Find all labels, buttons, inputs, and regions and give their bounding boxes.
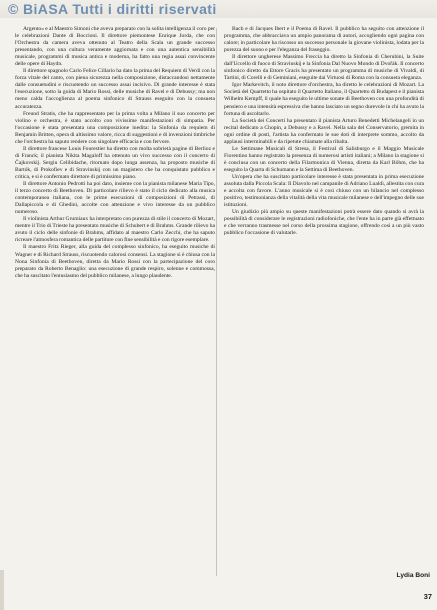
paragraph: Il direttore ungherese Massimo Freccia ha diretto la Sinfonia di Cherubini, la Suite dall'Uccello di fuoco di Stravinskij e la Sinfonia Dal Nuovo Mondo di Dvořák. Il concerto sinfonico diretto da Ettore Gracis ha presentato un programma di musiche di Vivaldi, di Tartini, di Corelli e di Geminiani, eseguite dai Virtuosi di Roma con la consueta eleganza. [224,54,424,82]
author-signature: Lydia Boni [396,572,430,579]
paragraph: Bach e di Jacques Ibert e il Poema di Ravel. Il pubblico ha seguito con attenzione il programma, che abbracciava un ampio panorama di autori, accogliendo ogni pagina con calore; in particolare ha riscosso un successo personale la giovane violinista, lodata per la purezza del suono e per l'eleganza del fraseggio. [224,26,424,54]
paragraph: Il direttore spagnolo Carlo Felice Cillario ha dato la prima del Requiem di Verdi con la forza vitale del canto, con piena sicurezza nella composizione, distaccandosi nettamente dalle consuetudini e riscuotendo un successo assai incisivo. Di grande interesse è stata l'esecuzione, sotto la guida di Mario Rossi, delle musiche di Ravel e di Debussy; ma non meno calda l'accoglienza al poema sinfonico di Strauss eseguito con la consueta accuratezza. [15,68,215,110]
page-number: 37 [423,592,432,601]
watermark-banner: © BiASA Tutti i diritti riservati [0,0,437,18]
paragraph: Igor Markevitch, il noto direttore d'orchestra, ha diretto le celebrazioni di Mozart. La Società del Quartetto ha ospitato il Quartetto Italiano, il Quartetto di Budapest e il pianista Wilhelm Kempff, il quale ha eseguito le ultime sonate di Beethoven con una profondità di pensiero e una intensità espressiva che hanno lasciato un segno durevole in chi ha avuto la fortuna di ascoltarlo. [224,82,424,117]
paragraph: Un'opera che ha suscitato particolare interesse è stata presentata in prima esecuzione assoluta dalla Piccola Scala: Il Diavolo nel campanile di Adriano Lualdi, allestita con cura e accolta con favore. L'anno musicale si è così chiuso con un bilancio nel complesso positivo, testimonianza della vitalità della vita musicale milanese e dell'impegno delle sue istituzioni. [224,173,424,209]
scan-edge-shadow [0,570,4,610]
paragraph: Un giudizio più ampio su queste manifestazioni potrà essere dato quando si avrà la possibilità di considerare le registrazioni radiofoniche, che l'ente ha in parte già effettuato e che verranno trasmesse nel corso della prossima stagione, offrendo così a un più vasto pubblico l'occasione di valutarle. [224,209,424,237]
paragraph: Il violinista Arthur Grumiaux ha interpretato con purezza di stile il concerto di Mozart, mentre il Trio di Trieste ha presentato musiche di Schubert e di Brahms. Grande rilievo ha avuto il ciclo delle sinfonie di Brahms, affidato al maestro Carlo Zecchi, che ha saputo ricreare l'atmosfera romantica delle partiture con fine sensibilità e con rigore esemplare. [15,216,215,244]
paragraph: Le Settimane Musicali di Stresa, il Festival di Salisburgo e il Maggio Musicale Fiorentino hanno registrato la presenza di numerosi artisti italiani; a Milano la stagione si è conclusa con un concerto della Filarmonica di Vienna, diretta da Karl Böhm, che ha eseguito la Quarta di Schumann e la Settima di Beethoven. [224,145,424,173]
paragraph: Argento» e al Maestro Simoni che aveva preparato con la solita intelligenza il coro per le celebrazioni Dante di Boccioni. Il direttore piemontese Enrique Jorda, che con l'Orchestra da camera aveva ottenuto al Teatro della Scala un grande successo presentando, con una cultura veramente aggiornata e con una autentica sensibilità musicale, programmi di musica antica e moderna, ha fatto una regia assai convincente delle opere di Haydn. [15,26,215,68]
paragraph: Il direttore Antonio Pedrotti ha poi dato, insieme con la pianista milanese Maria Tipo, il terzo concerto di Beethoven. Di particolare rilievo è stato il ciclo dedicato alla musica contemporanea italiana, con le prime esecuzioni di composizioni di Petrassi, di Dallapiccola e di Ghedini, accolte con attenzione e vivo interesse da un pubblico numeroso. [15,181,215,216]
paragraph: Il maestro Fritz Rieger, alla guida del complesso sinfonico, ha eseguito musiche di Wagner e di Richard Strauss, riscuotendo calorosi consensi. La stagione si è chiusa con la Nona Sinfonia di Beethoven, diretta da Mario Rossi con la partecipazione del coro preparato da Roberto Benaglio: una esecuzione di grande respiro, solenne e commossa, che ha suscitato l'entusiasmo del pubblico milanese, a lungo plaudente. [15,244,215,279]
magazine-page [6,20,432,606]
right-column [224,26,424,562]
column-divider [216,28,217,576]
left-column [15,26,215,576]
paragraph: Il direttore francese Louis Fourestier ha diretto con molta sobrietà pagine di Berlioz e di Franck; il pianista Nikita Magaloff ha ottenuto un vivo successo con il concerto di Čajkovskij. Sergiu Celibidache, ritornato dopo lunga assenza, ha proposto musiche di Bartók, di Prokofiev e di Stravinskij con un magistero che ha conquistato pubblico e critica, e si è confermato direttore di primissimo piano. [15,145,215,180]
paragraph: La Società dei Concerti ha presentato il pianista Arturo Benedetti Michelangeli in un recital dedicato a Chopin, a Debussy e a Ravel. Nella sala del Conservatorio, gremita in ogni ordine di posti, l'artista ha confermato le sue doti di interprete sommo, accolto da applausi interminabili e da ripetute chiamate alla ribalta. [224,117,424,145]
paragraph: Freund Stratis, che ha rappresentato per la prima volta a Milano il suo concerto per violino e orchestra, è stato accolto con vivissime manifestazioni di simpatia. Per l'occasione è stata presentata una composizione inedita: la Sinfonia da requiem di Benjamin Britten, opera di altissimo valore, ricca di suggestioni e di invenzioni timbriche che l'orchestra ha saputo rendere con singolare efficacia e con fervore. [15,110,215,145]
